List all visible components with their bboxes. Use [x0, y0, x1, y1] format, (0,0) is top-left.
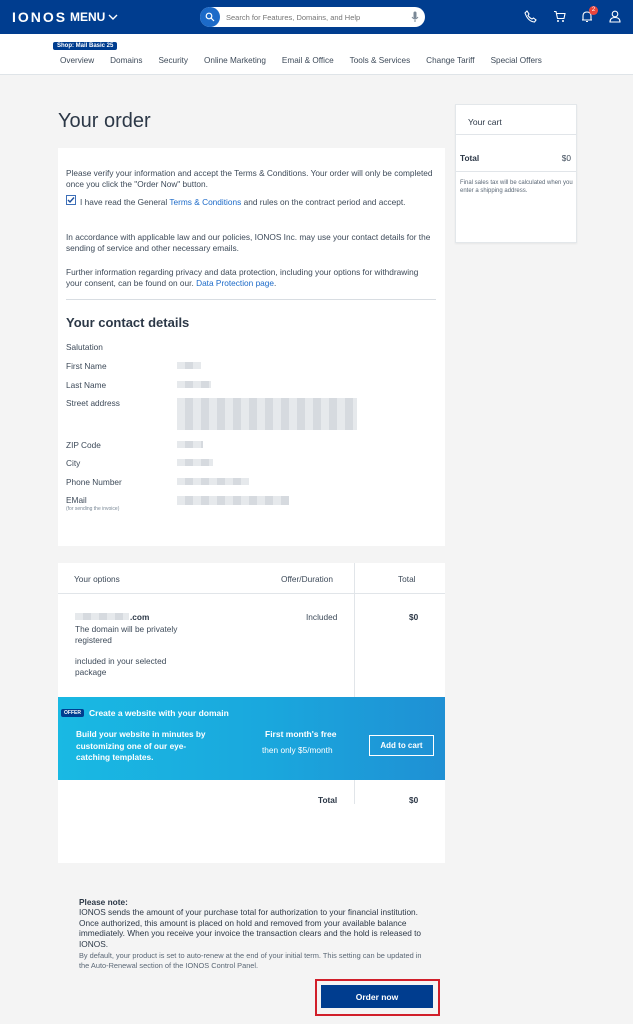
nav-item-email-office[interactable]: Email & Office: [281, 56, 334, 65]
cart-divider: [456, 134, 576, 135]
street-label: Street address: [66, 398, 120, 408]
nav-item-change-tariff[interactable]: Change Tariff: [426, 56, 475, 65]
offer-tag: OFFER: [61, 709, 84, 717]
divider: [66, 299, 436, 300]
salutation-label: Salutation: [66, 342, 103, 352]
offer-body: Build your website in minutes by customizing one of our eye-catching templates.: [76, 729, 206, 762]
auto-renew-note: By default, your product is set to auto-renew at the end of your initial term. This setting can be updated in the Auto-Renewal section of the IONOS Control Panel.: [79, 951, 422, 970]
search-bar[interactable]: [200, 7, 425, 27]
cart-total-label: Total: [460, 153, 480, 163]
search-icon[interactable]: [200, 7, 220, 27]
menu-button[interactable]: [70, 10, 118, 24]
phone-value: [177, 478, 249, 485]
nav-item-online-marketing[interactable]: Online Marketing: [204, 56, 266, 65]
offer-price-main: First month's free: [265, 729, 337, 739]
terms-checkbox-label: [80, 197, 420, 208]
add-to-cart-button[interactable]: Add to cart: [369, 735, 434, 756]
column-divider: [354, 780, 355, 804]
offer-title: Create a website with your domain: [89, 708, 229, 718]
terms-prefix: I have read the General: [80, 197, 170, 207]
user-icon[interactable]: [609, 10, 621, 23]
last-name-label: Last Name: [66, 380, 107, 390]
payment-note: [79, 897, 424, 971]
terms-link[interactable]: Terms & Conditions: [169, 197, 242, 207]
nav-item-domains[interactable]: Domains: [110, 56, 143, 65]
nav-items: [60, 56, 558, 65]
email-value: [177, 496, 289, 505]
phone-label: Phone Number: [66, 477, 122, 487]
order-now-button[interactable]: Order now: [321, 985, 433, 1008]
domain-private-text: The domain will be privately registered: [75, 624, 178, 645]
offer-included: Included: [306, 612, 338, 622]
options-header: Your options: [74, 574, 120, 584]
nav-item-overview[interactable]: Overview: [60, 56, 95, 65]
verify-text: Please verify your information and accept the Terms & Conditions. Your order will only be completed once you click the "Order Now" button.: [66, 168, 433, 189]
last-name-value: [177, 381, 211, 388]
law-text: In accordance with applicable law and our policies, IONOS Inc. may use your contact details for the sending of service and other necessary emails.: [66, 232, 431, 253]
total-value: $0: [409, 795, 419, 805]
email-label: EMail: [66, 495, 87, 505]
website-offer-banner: [58, 697, 445, 780]
total-label: Total: [318, 795, 338, 805]
checkmark-icon: [67, 196, 75, 204]
shop-tag: Shop: Mail Basic 25: [53, 42, 117, 50]
contact-heading: Your contact details: [66, 315, 190, 330]
header-divider: [58, 593, 445, 594]
notification-badge: 2: [589, 6, 598, 15]
offer-duration-header: Offer/Duration: [281, 574, 333, 584]
menu-label: MENU: [70, 10, 106, 24]
privacy-text: [66, 267, 436, 288]
main-nav: [0, 34, 633, 75]
first-name-label: First Name: [66, 361, 107, 371]
email-sublabel: (for sending the invoice): [66, 506, 120, 512]
options-card: [58, 563, 445, 863]
item-total: $0: [409, 612, 419, 622]
street-value: [177, 398, 357, 430]
nav-item-tools-services[interactable]: Tools & Services: [349, 56, 411, 65]
note-heading: Please note:: [79, 897, 128, 907]
data-protection-link[interactable]: Data Protection page: [196, 277, 275, 288]
chevron-down-icon: [108, 13, 118, 21]
cart-divider: [456, 171, 576, 172]
microphone-icon[interactable]: [411, 11, 419, 23]
nav-item-security[interactable]: Security: [158, 56, 189, 65]
terms-checkbox[interactable]: [66, 195, 76, 205]
order-details-card: [58, 148, 445, 546]
top-bar: [0, 0, 633, 34]
cart-summary: [455, 104, 577, 243]
city-label: City: [66, 458, 81, 468]
cart-total-value: $0: [561, 153, 571, 163]
privacy-prefix: Further information regarding privacy and data protection, including your options for withdrawing your consent, can be found on our.: [66, 267, 419, 288]
ionos-logo[interactable]: IONOS: [12, 9, 68, 25]
privacy-suffix: .: [274, 277, 277, 288]
city-value: [177, 459, 213, 466]
nav-item-special-offers[interactable]: Special Offers: [490, 56, 542, 65]
included-package-text: included in your selected package: [75, 656, 167, 677]
zip-label: ZIP Code: [66, 440, 101, 450]
cart-tax-note: Final sales tax will be calculated when you enter a shipping address.: [460, 180, 573, 194]
domain-name-value: [75, 613, 129, 620]
zip-value: [177, 441, 203, 448]
domain-suffix: .com: [130, 612, 150, 622]
search-input[interactable]: [226, 13, 396, 22]
cart-icon[interactable]: [553, 10, 566, 23]
page-title: Your order: [58, 110, 151, 132]
column-divider: [354, 563, 355, 697]
offer-price-sub: then only $5/month: [262, 745, 333, 755]
note-body: IONOS sends the amount of your purchase total for authorization to your financial institution. Once authorized, this amount is placed on hold and removed from your available balance immediately. When you receive your invoice the transaction clears and the hold is released to IONOS.: [79, 907, 422, 949]
first-name-value: [177, 362, 201, 369]
cart-title: Your cart: [468, 117, 502, 127]
total-header: Total: [398, 574, 416, 584]
phone-icon[interactable]: [524, 10, 537, 23]
terms-suffix: and rules on the contract period and accept.: [241, 197, 406, 207]
